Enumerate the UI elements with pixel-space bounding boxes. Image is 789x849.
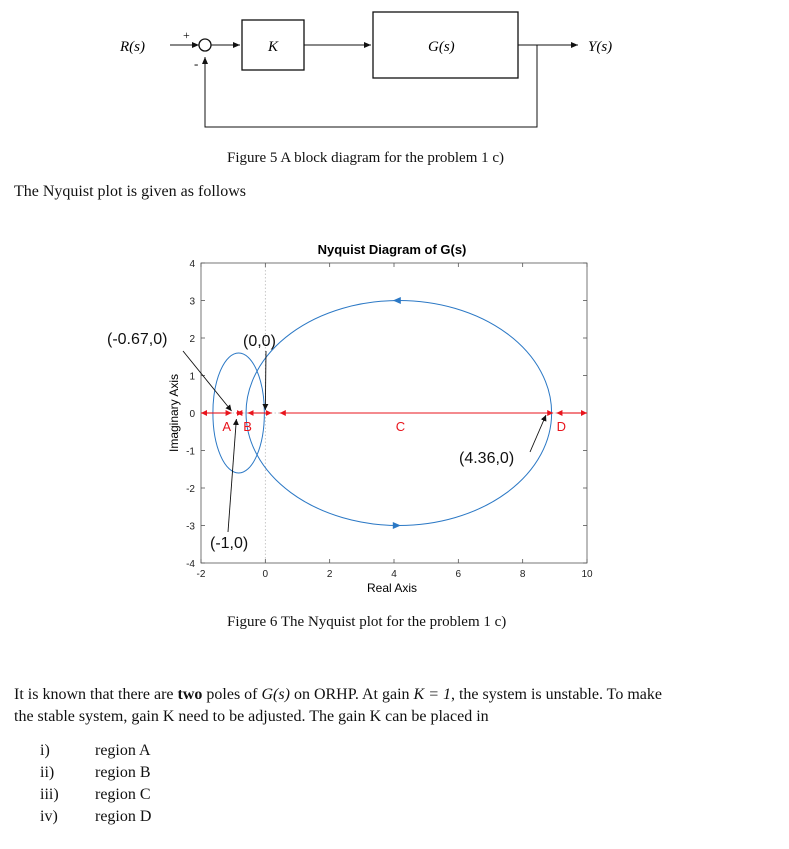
annotation-minus-0-67: (-0.67,0) xyxy=(107,331,168,348)
annotation-4-36: (4.36,0) xyxy=(459,450,515,467)
option-text: region A xyxy=(95,742,151,759)
gain-label: K xyxy=(268,39,279,55)
option-number: iv) xyxy=(40,808,58,825)
option-iv xyxy=(40,808,151,826)
problem-line-2: the stable system, gain K need to be adjusted. The gain K can be placed in xyxy=(14,708,489,725)
option-number: ii) xyxy=(40,764,55,781)
intro-text: The Nyquist plot is given as follows xyxy=(14,183,246,200)
option-number: iii) xyxy=(40,786,59,803)
x-tick-label: 10 xyxy=(581,569,593,580)
option-text: region D xyxy=(95,808,152,825)
block-diagram xyxy=(0,0,789,140)
y-tick-label: 4 xyxy=(189,259,195,270)
x-tick-label: 0 xyxy=(262,569,269,580)
output-label: Y(s) xyxy=(588,39,613,55)
minus-sign: - xyxy=(194,56,199,71)
problem-text-4: , the system is unstable. To make xyxy=(450,686,662,703)
option-text: region B xyxy=(95,764,151,781)
y-tick-label: 3 xyxy=(189,296,195,308)
annotation-minus-one: (-1,0) xyxy=(210,535,249,552)
region-label-a: A xyxy=(222,419,232,434)
summing-junction xyxy=(199,39,211,51)
annotation-origin: (0,0) xyxy=(243,333,276,350)
option-ii xyxy=(40,764,151,782)
plus-sign: + xyxy=(183,28,190,42)
x-tick-label: 6 xyxy=(455,569,462,580)
option-i xyxy=(40,742,151,760)
problem-line-1 xyxy=(14,684,784,706)
option-text: region C xyxy=(95,786,151,803)
chart-title: Nyquist Diagram of G(s) xyxy=(317,242,467,257)
y-tick-label: -4 xyxy=(186,559,195,570)
option-iii xyxy=(40,786,151,804)
plant-label: G(s) xyxy=(428,39,455,55)
nyquist-chart xyxy=(0,230,789,610)
problem-text-3: on ORHP. At gain xyxy=(289,686,414,703)
problem-bold-two: two xyxy=(177,686,203,703)
problem-text-1: It is known that there are xyxy=(14,686,178,703)
y-tick-label: -2 xyxy=(186,484,195,495)
y-tick-label: 2 xyxy=(189,334,195,345)
y-tick-label: -3 xyxy=(186,521,195,533)
y-tick-label: 1 xyxy=(189,371,195,383)
x-tick-label: -2 xyxy=(196,569,206,580)
x-tick-label: 8 xyxy=(519,569,526,580)
region-label-d: D xyxy=(556,419,566,434)
figure5-caption: Figure 5 A block diagram for the problem 1 c) xyxy=(227,150,505,166)
problem-k-equation: K = 1 xyxy=(413,686,451,703)
input-label: R(s) xyxy=(120,39,145,55)
region-label-b: B xyxy=(243,419,252,434)
y-axis-label: Imaginary Axis xyxy=(167,373,181,453)
option-number: i) xyxy=(40,742,50,759)
x-axis-label: Real Axis xyxy=(366,581,418,595)
y-tick-label: -1 xyxy=(186,446,195,458)
y-tick-label: 0 xyxy=(189,409,195,420)
region-label-c: C xyxy=(395,419,406,434)
figure6-caption: Figure 6 The Nyquist plot for the problem 1 c) xyxy=(227,614,507,630)
x-tick-label: 4 xyxy=(391,569,397,580)
problem-g-of-s: G(s) xyxy=(261,686,290,703)
problem-text-2: poles of xyxy=(202,686,262,703)
problem-statement xyxy=(14,684,784,728)
x-tick-label: 2 xyxy=(326,569,333,580)
